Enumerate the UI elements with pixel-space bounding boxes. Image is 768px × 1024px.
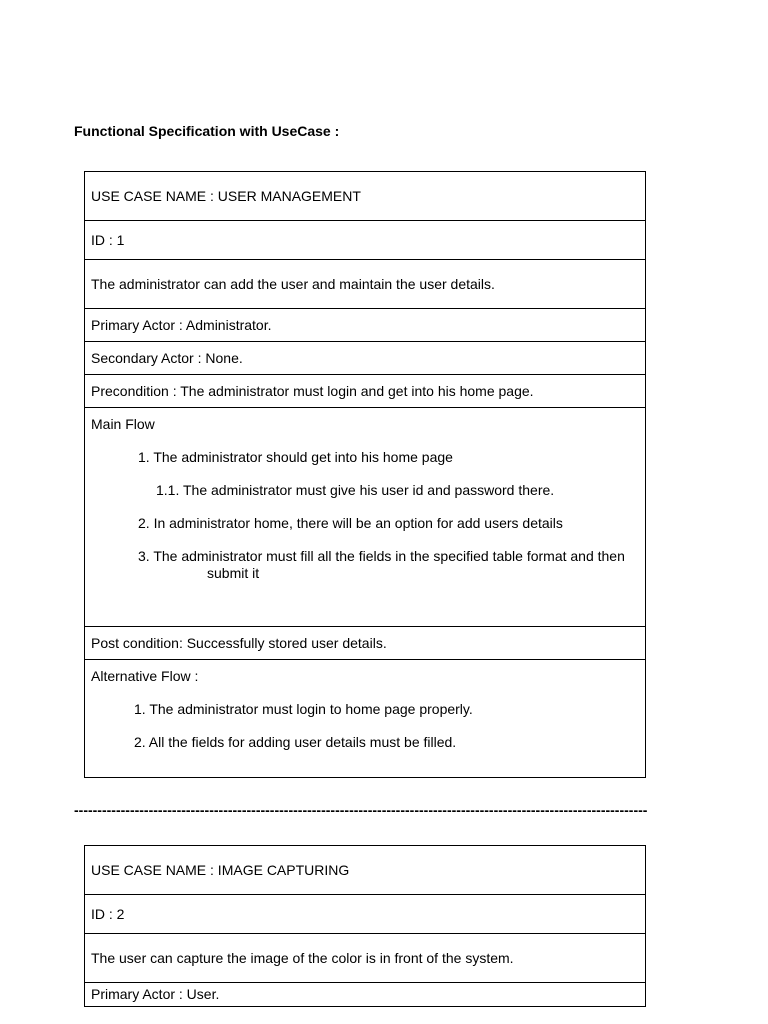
main-flow-step-1-1: 1.1. The administrator must give his user id and password there. <box>156 482 555 498</box>
primary-actor: Primary Actor : Administrator. <box>85 309 646 342</box>
section-separator: --------------------------------------------------------------------------------------------------------------------------- <box>74 802 648 818</box>
secondary-actor: Secondary Actor : None. <box>85 342 646 375</box>
use-case-description: The user can capture the image of the color is in front of the system. <box>85 934 646 983</box>
main-flow-cell <box>85 408 646 627</box>
primary-actor: Primary Actor : User. <box>85 983 646 1007</box>
use-case-table-user-management <box>84 171 646 778</box>
main-flow-step-3 <box>91 548 639 582</box>
use-case-name: USE CASE NAME : USER MANAGEMENT <box>85 172 646 221</box>
main-flow-step-3-text: 3. The administrator must fill all the fields in the specified table format and then <box>138 548 625 564</box>
main-flow-title: Main Flow <box>91 416 155 432</box>
alternative-flow-cell <box>85 660 646 778</box>
precondition: Precondition : The administrator must login and get into his home page. <box>85 375 646 408</box>
use-case-table-image-capturing <box>84 845 646 1007</box>
main-flow-step-2: 2. In administrator home, there will be an option for add users details <box>138 515 563 531</box>
main-flow-step-3-submit: submit it <box>207 565 260 581</box>
alternative-flow-step-2: 2. All the fields for adding user details must be filled. <box>134 734 457 750</box>
use-case-id: ID : 2 <box>85 895 646 934</box>
use-case-id: ID : 1 <box>85 221 646 260</box>
alternative-flow-step-1: 1. The administrator must login to home page properly. <box>134 701 473 717</box>
postcondition: Post condition: Successfully stored user details. <box>85 627 646 660</box>
page-heading: Functional Specification with UseCase : <box>74 123 340 139</box>
main-flow-step-1: 1. The administrator should get into his home page <box>138 449 453 465</box>
use-case-name: USE CASE NAME : IMAGE CAPTURING <box>85 846 646 895</box>
alternative-flow-title: Alternative Flow : <box>91 668 199 684</box>
use-case-description: The administrator can add the user and maintain the user details. <box>85 260 646 309</box>
